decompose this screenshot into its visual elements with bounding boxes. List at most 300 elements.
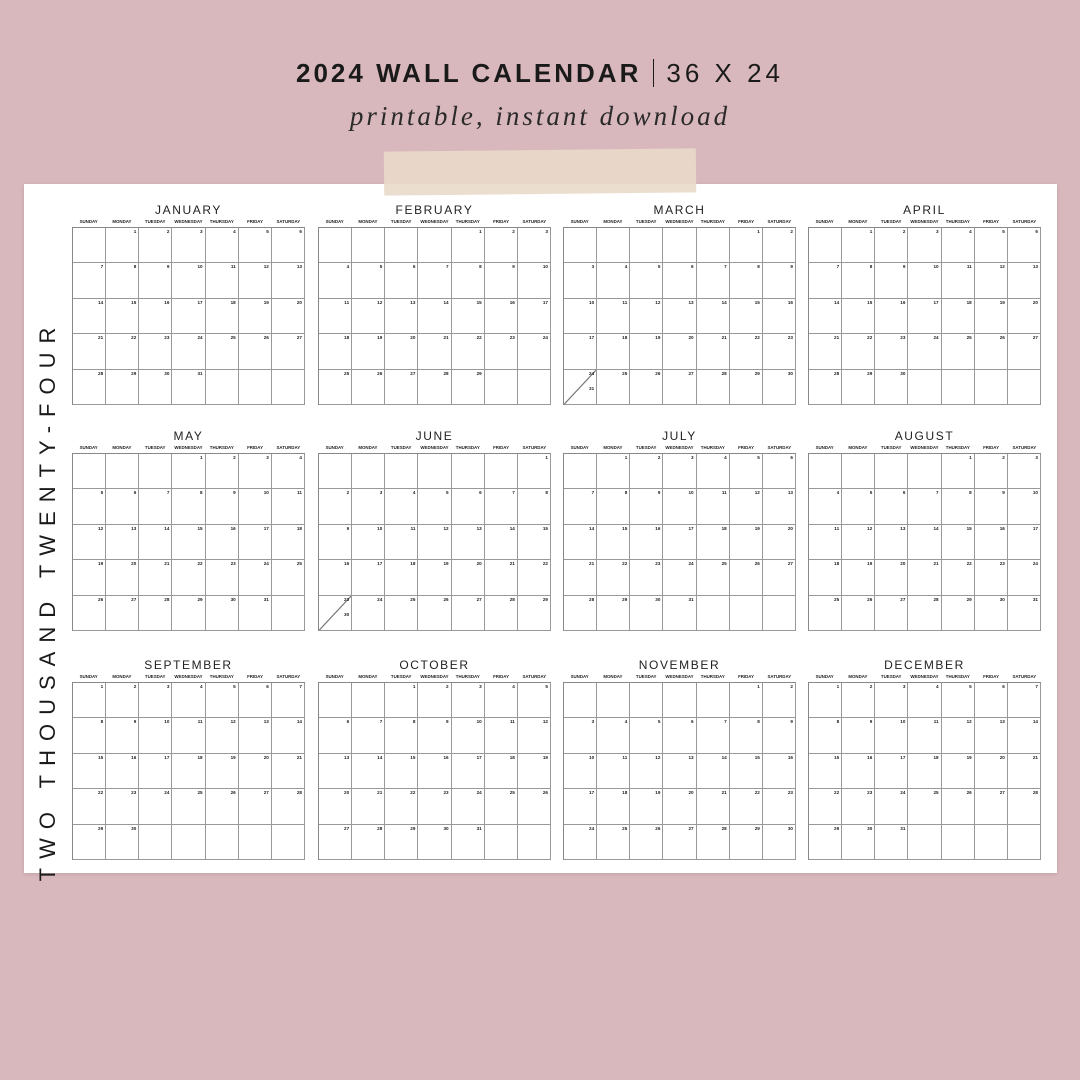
day-number: 18	[296, 525, 302, 531]
day-number: 21	[377, 790, 383, 796]
day-number: 23	[999, 561, 1005, 567]
day-number: 6	[412, 264, 416, 270]
day-cell	[172, 334, 205, 369]
day-cell	[206, 596, 239, 631]
day-cell	[564, 718, 597, 753]
day-number: 16	[900, 299, 906, 305]
day-cell	[842, 489, 875, 524]
day-number: 28	[377, 825, 383, 831]
day-number: 11	[344, 299, 350, 305]
day-cell	[942, 370, 975, 405]
day-number: 24	[688, 561, 694, 567]
month-august	[808, 429, 1041, 631]
day-number: 27	[688, 825, 694, 831]
day-number: 28	[589, 596, 595, 602]
day-number: 30	[999, 596, 1005, 602]
day-cell	[518, 228, 551, 263]
day-number: 29	[476, 370, 482, 376]
day-number: 10	[542, 264, 548, 270]
day-number: 14	[721, 754, 727, 760]
day-cell	[597, 299, 630, 334]
weekday-label: THURSDAY	[455, 674, 480, 679]
day-number: 3	[479, 684, 482, 689]
day-cell	[1008, 718, 1041, 753]
day-number: 7	[724, 719, 727, 725]
day-cell	[206, 683, 239, 718]
day-cell	[663, 825, 696, 860]
day-cell	[106, 334, 139, 369]
day-cell	[239, 228, 272, 263]
day-number: 16	[230, 525, 236, 531]
weekday-label: TUESDAY	[635, 219, 657, 224]
day-number: 14	[443, 299, 449, 305]
day-cell	[272, 596, 305, 631]
day-number: 7	[379, 719, 383, 725]
day-cell	[942, 789, 975, 824]
weekday-label: SUNDAY	[79, 219, 98, 224]
weekday-label: WEDNESDAY	[420, 674, 449, 679]
day-number: 2	[657, 455, 661, 460]
day-cell	[485, 754, 518, 789]
month-grid	[563, 227, 796, 405]
day-cell	[942, 525, 975, 560]
day-cell	[518, 334, 551, 369]
day-cell	[73, 718, 106, 753]
weekday-label: MONDAY	[358, 445, 378, 450]
day-number: 1	[133, 229, 137, 234]
day-cell	[875, 525, 908, 560]
day-cell	[942, 560, 975, 595]
day-cell	[875, 299, 908, 334]
day-number: 31	[688, 596, 694, 602]
day-cell	[272, 489, 305, 524]
day-cell	[352, 370, 385, 405]
day-number: 21	[98, 335, 104, 341]
day-cell	[842, 825, 875, 860]
day-cell	[206, 754, 239, 789]
day-cell	[630, 718, 663, 753]
day-cell	[663, 228, 696, 263]
day-number: 8	[969, 490, 972, 496]
weekday-header	[808, 444, 1041, 453]
month-may	[72, 429, 305, 631]
day-number: 21	[589, 561, 595, 567]
day-number: 25	[966, 335, 972, 341]
day-number: 28	[721, 825, 727, 831]
day-number: 17	[589, 335, 595, 341]
day-number: 6	[691, 719, 694, 725]
day-number: 21	[721, 790, 727, 796]
day-number: 12	[999, 264, 1005, 270]
weekday-label: FRIDAY	[738, 219, 755, 224]
day-number: 12	[98, 525, 104, 531]
weekday-label: SATURDAY	[276, 445, 301, 450]
day-cell	[1008, 560, 1041, 595]
weekday-label: MONDAY	[603, 219, 623, 224]
day-number: 3	[545, 229, 548, 234]
weekday-label: FRIDAY	[247, 674, 264, 679]
day-number: 23	[787, 335, 793, 341]
day-cell	[139, 825, 172, 860]
day-cell	[597, 489, 630, 524]
day-cell	[518, 370, 551, 405]
day-cell	[518, 454, 551, 489]
day-cell	[975, 789, 1008, 824]
day-number: 8	[757, 719, 760, 725]
day-cell	[975, 454, 1008, 489]
day-cell	[139, 596, 172, 631]
day-number: 28	[164, 596, 170, 602]
day-cell	[239, 525, 272, 560]
day-cell	[418, 525, 451, 560]
day-number: 6	[133, 490, 137, 496]
day-number: 6	[1002, 684, 1005, 689]
day-cell	[842, 754, 875, 789]
day-cell	[630, 525, 663, 560]
day-number: 17	[900, 754, 906, 760]
day-cell	[106, 789, 139, 824]
day-number: 8	[200, 490, 203, 496]
day-number: 12	[542, 719, 548, 725]
day-cell	[452, 825, 485, 860]
day-number: 14	[296, 719, 302, 725]
day-cell	[597, 228, 630, 263]
weekday-label: SATURDAY	[1012, 445, 1037, 450]
day-cell	[1008, 228, 1041, 263]
day-cell	[172, 754, 205, 789]
day-number: 17	[933, 299, 939, 305]
day-number: 9	[790, 264, 793, 270]
day-number: 5	[379, 264, 383, 270]
day-cell	[319, 683, 352, 718]
weekday-label: FRIDAY	[738, 445, 755, 450]
day-cell	[139, 560, 172, 595]
subtitle: printable, instant download	[349, 101, 731, 131]
day-cell	[418, 754, 451, 789]
day-number: 9	[790, 719, 793, 725]
day-cell	[697, 560, 730, 595]
day-cell	[352, 683, 385, 718]
day-cell	[975, 489, 1008, 524]
day-cell	[139, 370, 172, 405]
day-number: 6	[479, 490, 482, 496]
day-number: 22	[834, 790, 840, 796]
day-cell	[942, 754, 975, 789]
day-cell	[630, 560, 663, 595]
day-number: 15	[754, 754, 760, 760]
day-cell	[908, 560, 941, 595]
day-cell	[942, 454, 975, 489]
month-name: NOVEMBER	[638, 658, 721, 672]
day-number: 10	[688, 490, 694, 496]
day-cell	[73, 263, 106, 298]
day-cell	[418, 334, 451, 369]
day-cell	[418, 263, 451, 298]
day-cell	[975, 263, 1008, 298]
weekday-label: WEDNESDAY	[910, 674, 939, 679]
day-number: 9	[1002, 490, 1005, 496]
day-number: 25	[344, 370, 350, 376]
day-number: 22	[476, 335, 482, 341]
weekday-label: MONDAY	[848, 445, 868, 450]
day-cell	[730, 299, 763, 334]
day-cell	[975, 683, 1008, 718]
day-cell	[763, 718, 796, 753]
day-number: 9	[133, 719, 137, 725]
day-cell	[452, 263, 485, 298]
month-name: AUGUST	[894, 429, 955, 443]
day-cell	[485, 525, 518, 560]
day-cell	[842, 525, 875, 560]
day-cell	[809, 299, 842, 334]
day-number: 29	[542, 596, 548, 602]
weekday-label: THURSDAY	[455, 445, 480, 450]
weekday-label: TUESDAY	[390, 445, 412, 450]
day-number: 20	[688, 335, 694, 341]
day-cell	[663, 789, 696, 824]
day-cell	[975, 334, 1008, 369]
day-cell	[172, 683, 205, 718]
day-cell	[730, 263, 763, 298]
day-cell	[418, 718, 451, 753]
day-cell	[697, 334, 730, 369]
day-number: 20	[999, 754, 1005, 760]
day-cell	[239, 334, 272, 369]
day-number: 27	[410, 370, 416, 376]
day-number: 27	[263, 790, 269, 796]
weekday-label: SUNDAY	[570, 219, 589, 224]
weekday-label: SUNDAY	[79, 445, 98, 450]
day-cell	[842, 683, 875, 718]
day-number: 30	[655, 596, 661, 602]
weekday-label: TUESDAY	[390, 674, 412, 679]
day-number: 23	[787, 790, 793, 796]
day-number: 11	[622, 754, 628, 760]
day-cell	[763, 683, 796, 718]
day-number: 19	[230, 754, 236, 760]
day-number: 1	[869, 229, 873, 234]
day-number: 22	[754, 335, 760, 341]
weekday-label: FRIDAY	[247, 219, 264, 224]
day-cell	[564, 489, 597, 524]
day-cell	[908, 825, 941, 860]
weekday-header	[563, 218, 796, 227]
day-number: 13	[476, 525, 482, 531]
day-number: 3	[936, 229, 939, 234]
day-number: 1	[479, 229, 482, 234]
day-number: 16	[509, 299, 515, 305]
day-cell	[809, 596, 842, 631]
day-cell	[597, 454, 630, 489]
day-cell	[73, 683, 106, 718]
day-cell	[564, 560, 597, 595]
day-number: 26	[98, 596, 104, 602]
day-cell	[842, 718, 875, 753]
day-number: 3	[379, 490, 383, 496]
day-cell	[352, 560, 385, 595]
day-number: 24	[542, 335, 548, 341]
day-number: 4	[200, 684, 203, 689]
day-cell	[352, 525, 385, 560]
weekday-label: THURSDAY	[700, 674, 725, 679]
day-cell	[663, 683, 696, 718]
day-number: 9	[869, 719, 873, 725]
day-number: 26	[999, 335, 1005, 341]
day-number: 28	[296, 790, 302, 796]
day-cell	[663, 489, 696, 524]
day-number: 15	[131, 299, 137, 305]
day-cell	[809, 489, 842, 524]
day-cell	[452, 683, 485, 718]
day-cell	[630, 263, 663, 298]
day-cell	[106, 825, 139, 860]
day-number: 20	[296, 299, 302, 305]
weekday-label: FRIDAY	[738, 674, 755, 679]
day-cell	[139, 789, 172, 824]
day-number: 7	[166, 490, 170, 496]
weekday-label: SATURDAY	[276, 219, 301, 224]
day-cell	[272, 754, 305, 789]
day-cell	[630, 596, 663, 631]
month-november	[563, 658, 796, 860]
day-cell	[942, 683, 975, 718]
day-number: 4	[412, 490, 416, 496]
weekday-header	[808, 673, 1041, 682]
day-cell	[597, 718, 630, 753]
weekday-label: WEDNESDAY	[420, 219, 449, 224]
day-cell	[842, 299, 875, 334]
day-cell	[239, 683, 272, 718]
day-number: 7	[724, 264, 727, 270]
day-cell	[172, 825, 205, 860]
day-number: 29	[410, 825, 416, 831]
day-number: 9	[166, 264, 170, 270]
day-number: 22	[98, 790, 104, 796]
month-february	[318, 203, 551, 405]
day-cell	[942, 825, 975, 860]
day-cell	[730, 683, 763, 718]
day-number: 26	[655, 370, 661, 376]
month-grid	[808, 227, 1041, 405]
day-number: 30	[344, 612, 350, 617]
day-number: 5	[266, 229, 269, 234]
day-number: 24	[476, 790, 482, 796]
day-number: 10	[1032, 490, 1038, 496]
day-cell	[352, 228, 385, 263]
day-cell	[518, 718, 551, 753]
day-cell	[139, 489, 172, 524]
day-number: 23	[900, 335, 906, 341]
weekday-label: SUNDAY	[325, 674, 344, 679]
day-number: 19	[263, 299, 269, 305]
month-name: MAY	[173, 429, 204, 443]
day-number: 24	[164, 790, 170, 796]
day-cell	[663, 370, 696, 405]
day-number: 26	[542, 790, 548, 796]
day-number: 13	[999, 719, 1005, 725]
side-text: TWO THOUSAND TWENTY-FOUR	[35, 318, 60, 882]
day-cell	[942, 334, 975, 369]
day-cell	[239, 560, 272, 595]
day-number: 10	[263, 490, 269, 496]
day-number: 1	[412, 684, 416, 689]
day-number: 6	[266, 684, 269, 689]
day-number: 19	[655, 790, 661, 796]
day-cell	[975, 825, 1008, 860]
day-number: 11	[410, 525, 416, 531]
day-number: 29	[98, 825, 104, 831]
weekday-label: SATURDAY	[767, 674, 792, 679]
day-number: 24	[900, 790, 906, 796]
day-number: 5	[757, 455, 760, 460]
day-number: 22	[966, 561, 972, 567]
day-cell	[272, 228, 305, 263]
day-cell	[352, 754, 385, 789]
day-number: 6	[299, 229, 302, 234]
day-number: 8	[757, 264, 760, 270]
day-cell	[139, 754, 172, 789]
weekday-label: TUESDAY	[635, 674, 657, 679]
weekday-label: FRIDAY	[983, 674, 1000, 679]
weekday-label: MONDAY	[603, 674, 623, 679]
day-cell	[485, 228, 518, 263]
day-cell	[564, 525, 597, 560]
weekday-label: TUESDAY	[390, 219, 412, 224]
day-number: 27	[688, 370, 694, 376]
day-number: 21	[443, 335, 449, 341]
weekday-label: FRIDAY	[493, 445, 510, 450]
day-cell	[564, 754, 597, 789]
day-cell	[763, 334, 796, 369]
day-number: 8	[869, 264, 873, 270]
day-number: 4	[724, 455, 727, 460]
day-cell	[73, 228, 106, 263]
day-cell	[139, 718, 172, 753]
weekday-label: SATURDAY	[767, 219, 792, 224]
weekday-label: SUNDAY	[570, 674, 589, 679]
day-cell	[206, 560, 239, 595]
day-number: 29	[754, 825, 760, 831]
day-number: 31	[197, 370, 203, 376]
day-cell	[1008, 683, 1041, 718]
day-cell	[597, 683, 630, 718]
day-cell	[730, 370, 763, 405]
day-number: 14	[164, 525, 170, 531]
month-grid	[808, 453, 1041, 631]
day-number: 2	[1002, 455, 1005, 460]
day-cell	[908, 228, 941, 263]
day-cell	[272, 718, 305, 753]
month-july	[563, 429, 796, 631]
day-cell	[1008, 825, 1041, 860]
day-cell	[385, 596, 418, 631]
day-cell	[206, 454, 239, 489]
day-cell	[485, 560, 518, 595]
day-number: 22	[622, 561, 628, 567]
day-number: 4	[299, 455, 302, 460]
day-cell	[763, 299, 796, 334]
day-number: 26	[443, 596, 449, 602]
day-cell	[1008, 299, 1041, 334]
day-number: 13	[344, 754, 350, 760]
day-number: 13	[787, 490, 793, 496]
weekday-header	[318, 444, 551, 453]
day-number: 25	[622, 370, 628, 376]
day-cell	[485, 683, 518, 718]
day-cell	[809, 370, 842, 405]
day-number: 8	[100, 719, 104, 725]
day-number: 5	[657, 264, 661, 270]
